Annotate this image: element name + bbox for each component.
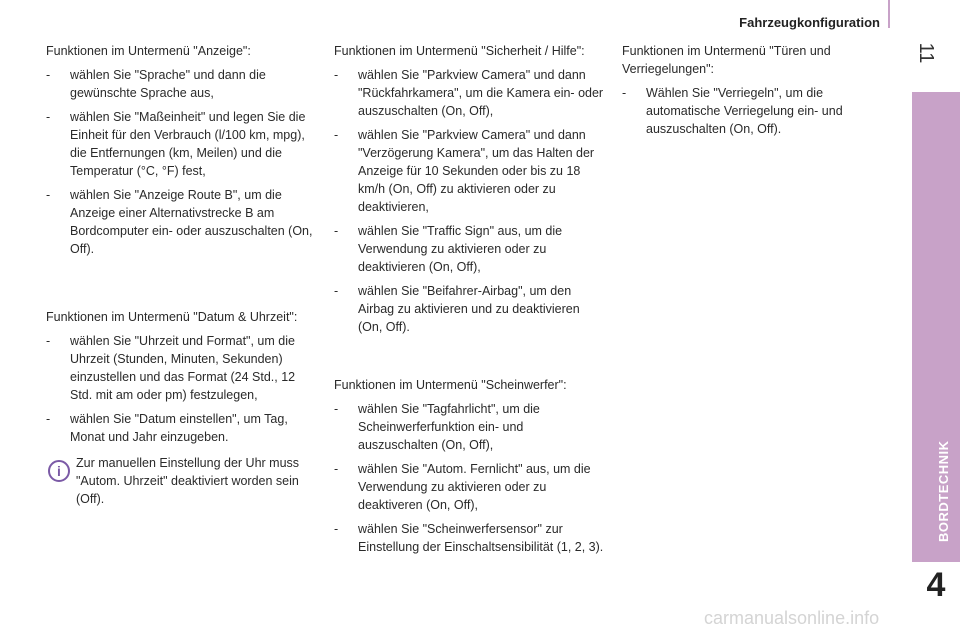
list-item: - wählen Sie "Traffic Sign" aus, um die Verwendung zu aktivieren oder zu deaktivieren (On, Off), xyxy=(334,224,563,274)
list-item: - wählen Sie "Tagfahrlicht", um die Scheinwerferfunktion ein- und auszuschalten (On, Off), xyxy=(334,402,540,452)
section-title-datum: Funktionen im Untermenü "Datum & Uhrzeit": xyxy=(46,310,298,324)
list-item: - wählen Sie "Datum einstellen", um Tag, Monat und Jahr einzugeben. xyxy=(46,412,288,444)
bullet-dash: - xyxy=(46,334,51,348)
bullet-dash: - xyxy=(334,462,339,476)
list-item: - Wählen Sie "Verriegeln", um die automatische Verriegelung ein- und auszuschalten (On, Off). xyxy=(622,86,843,136)
section-title-tueren: Funktionen im Untermenü "Türen und Verriegelungen": xyxy=(622,44,831,76)
chapter-tab-label: BORDTECHNIK xyxy=(936,440,951,542)
header-divider xyxy=(888,0,890,28)
section-spacer xyxy=(334,336,604,376)
section-title-sicherheit: Funktionen im Untermenü "Sicherheit / Hilfe": xyxy=(334,44,585,58)
column-2 xyxy=(334,42,604,556)
list-item: - wählen Sie "Uhrzeit und Format", um die Uhrzeit (Stunden, Minuten, Sekunden) einzustellen und das Format (24 Std., 12 Std. mit am oder pm) festzulegen, xyxy=(46,334,296,402)
section-spacer xyxy=(46,258,318,308)
section-title-anzeige: Funktionen im Untermenü "Anzeige": xyxy=(46,44,251,58)
info-note xyxy=(46,454,318,508)
bullet-dash: - xyxy=(334,128,339,142)
list-item: - wählen Sie "Parkview Camera" und dann "Verzögerung Kamera", um das Halten der Anzeige für 10 Sekunden oder bis zu 18 km/h (On, Off) zu aktivieren oder zu deaktivieren, xyxy=(334,128,595,214)
bullet-dash: - xyxy=(334,284,339,298)
bullet-dash: - xyxy=(334,68,339,82)
list-item: - wählen Sie "Scheinwerfersensor" zur Einstellung der Einschaltsensibilität (1, 2, 3). xyxy=(334,522,604,554)
list-item: - wählen Sie "Autom. Fernlicht" aus, um die Verwendung zu aktivieren oder zu deaktiveren (On, Off), xyxy=(334,462,591,512)
bullet-dash: - xyxy=(622,86,627,100)
chapter-number: 4 xyxy=(926,566,946,604)
bullet-dash: - xyxy=(46,412,51,426)
list-item: - wählen Sie "Sprache" und dann die gewünschte Sprache aus, xyxy=(46,68,266,100)
bullet-dash: - xyxy=(46,110,51,124)
list-item: - wählen Sie "Beifahrer-Airbag", um den Airbag zu aktivieren und zu deaktivieren (On, Off). xyxy=(334,284,580,334)
info-note-text: Zur manuellen Einstellung der Uhr muss "Autom. Uhrzeit" deaktiviert worden sein (Off). xyxy=(76,456,300,506)
info-icon: i xyxy=(48,460,70,482)
bullet-dash: - xyxy=(334,224,339,238)
bullet-dash: - xyxy=(46,188,51,202)
column-1 xyxy=(46,42,318,508)
bullet-dash: - xyxy=(46,68,51,82)
list-item: - wählen Sie "Parkview Camera" und dann "Rückfahrkamera", um die Kamera ein- oder auszuschalten (On, Off), xyxy=(334,68,604,118)
page-header-title: Fahrzeugkonfiguration xyxy=(739,15,880,30)
watermark-text: carmanualsonline.info xyxy=(704,608,880,628)
list-item: - wählen Sie "Anzeige Route B", um die Anzeige einer Alternativstrecke B am Bordcomputer ein- oder auszuschalten (On, Off). xyxy=(46,188,313,256)
column-3 xyxy=(622,42,882,138)
list-item: - wählen Sie "Maßeinheit" und legen Sie die Einheit für den Verbrauch (l/100 km, mpg), die Entfernungen (km, Meilen) und die Temperatur (°C, °F) fest, xyxy=(46,110,306,178)
bullet-dash: - xyxy=(334,402,339,416)
bullet-dash: - xyxy=(334,522,339,536)
page-number: 11 xyxy=(915,42,938,64)
section-title-scheinwerfer: Funktionen im Untermenü "Scheinwerfer": xyxy=(334,378,567,392)
